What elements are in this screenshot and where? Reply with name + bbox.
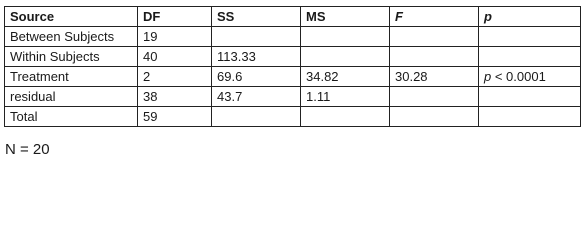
header-source: Source (5, 7, 138, 27)
cell-ss (212, 27, 301, 47)
cell-ss: 43.7 (212, 87, 301, 107)
cell-source: residual (5, 87, 138, 107)
cell-ms (301, 107, 390, 127)
header-row (5, 7, 581, 27)
cell-ss: 69.6 (212, 67, 301, 87)
header-df: DF (138, 7, 212, 27)
cell-df: 38 (138, 87, 212, 107)
header-ss: SS (212, 7, 301, 27)
cell-f (390, 107, 479, 127)
cell-f (390, 27, 479, 47)
cell-source: Total (5, 107, 138, 127)
cell-p (479, 27, 581, 47)
cell-p (479, 67, 581, 87)
table-row (5, 87, 581, 107)
cell-source: Between Subjects (5, 27, 138, 47)
cell-df: 19 (138, 27, 212, 47)
table-row (5, 67, 581, 87)
cell-ss (212, 107, 301, 127)
cell-ms: 34.82 (301, 67, 390, 87)
cell-ms (301, 47, 390, 67)
cell-source: Treatment (5, 67, 138, 87)
table-row (5, 27, 581, 47)
cell-f (390, 87, 479, 107)
sample-size-note: N = 20 (5, 141, 50, 158)
header-f: F (390, 7, 479, 27)
cell-p (479, 87, 581, 107)
header-p: p (479, 7, 581, 27)
cell-ms (301, 27, 390, 47)
header-ms: MS (301, 7, 390, 27)
cell-df: 2 (138, 67, 212, 87)
cell-ms: 1.11 (301, 87, 390, 107)
table-row (5, 107, 581, 127)
p-value: < 0.0001 (491, 69, 546, 84)
cell-f: 30.28 (390, 67, 479, 87)
anova-table (4, 6, 581, 127)
cell-df: 40 (138, 47, 212, 67)
cell-f (390, 47, 479, 67)
cell-source: Within Subjects (5, 47, 138, 67)
p-symbol: p (484, 69, 492, 84)
cell-ss: 113.33 (212, 47, 301, 67)
cell-p (479, 107, 581, 127)
cell-df: 59 (138, 107, 212, 127)
cell-p (479, 47, 581, 67)
table-row (5, 47, 581, 67)
